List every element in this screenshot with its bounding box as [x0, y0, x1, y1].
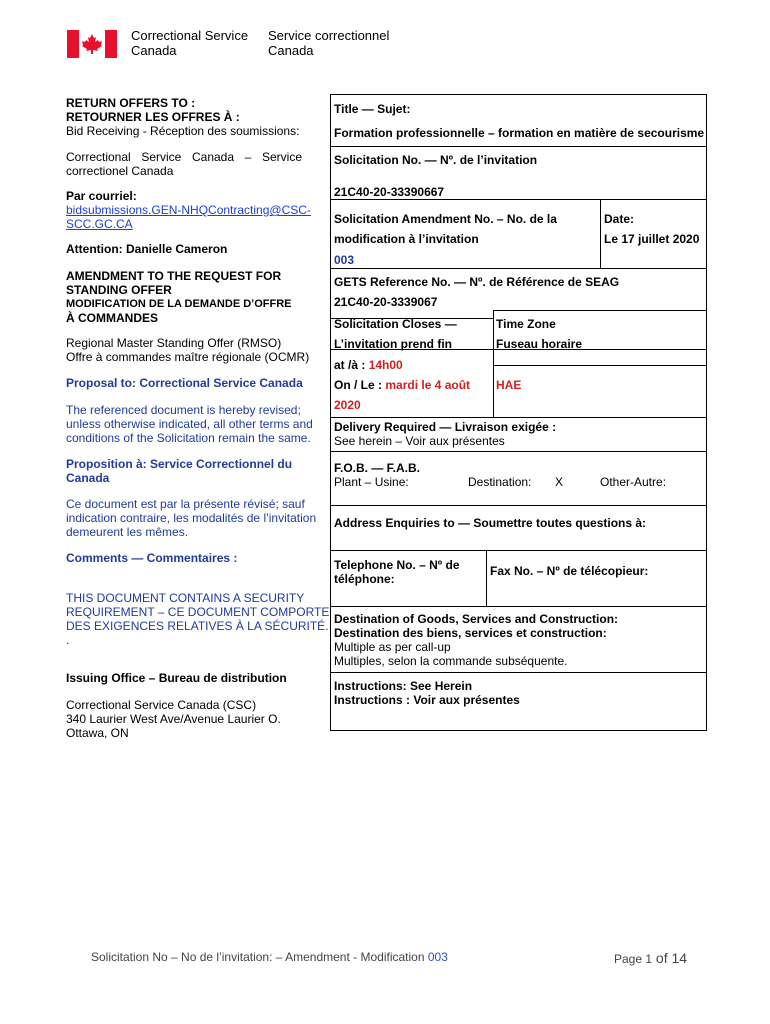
fax-label: Fax No. – Nº de télécopieur: [490, 564, 649, 578]
title-label: Title — Sujet: [334, 102, 411, 116]
time-zone-value: HAE [496, 378, 522, 392]
title-value: Formation professionnelle – formation en matière de secourisme [334, 126, 705, 140]
security-notice: THIS DOCUMENT CONTAINS A SECURITY REQUIREMENT – CE DOCUMENT COMPORTE DES EXIGENCES RELATIVES À LA SÉCURITÉ. . [66, 591, 330, 647]
page-number: Page 1 of 14 [614, 950, 688, 966]
solicitation-no-value: 21C40-20-33390667 [334, 185, 445, 199]
department-name-fr: Service correctionnel Canada [268, 28, 390, 58]
amendment-no-value: 003 [334, 253, 355, 267]
time-zone-label: Time Zone Fuseau horaire [496, 317, 583, 351]
revised-notice-fr: Ce document est par la présente révisé; sauf indication contraire, les modalités de l’invitation demeurent les mêmes. [66, 497, 317, 539]
instructions: Instructions: See Herein Instructions : Voir aux présentes [334, 679, 520, 707]
attention: Attention: Danielle Cameron [66, 242, 228, 256]
csc-address: Correctional Service Canada – Service correctionel Canada [66, 150, 302, 178]
email-label: Par courriel: [66, 189, 137, 203]
destination-of-goods: Destination of Goods, Services and Construction: Destination des biens, services et construction: Multiple as per call-up Multiples, selon la commande subséquente. [334, 612, 619, 668]
fob-other: Other-Autre: [600, 475, 667, 489]
footer-solicitation: Solicitation No – No de l’invitation: – Amendment - Modification 003 [91, 950, 448, 964]
amendment-no-label: Solicitation Amendment No. – No. de la modification à l’invitation [334, 212, 557, 246]
email-link[interactable]: bidsubmissions.GEN-NHQContracting@CSC- SCC.GC.CA [66, 203, 311, 231]
return-offers-heading: RETURN OFFERS TO : RETOURNER LES OFFRES À : [66, 96, 240, 124]
gets-reference-label: GETS Reference No. — Nº. de Référence de SEAG [334, 275, 620, 289]
telephone-label: Telephone No. – Nº de téléphone: [334, 558, 460, 586]
revised-notice-en: The referenced document is hereby revised; unless otherwise indicated, all other terms and conditions of the Solicitation remain the same. [66, 403, 313, 445]
comments-heading: Comments — Commentaires : [66, 551, 238, 565]
delivery-required: Delivery Required — Livraison exigée : See herein – Voir aux présentes [334, 420, 557, 448]
fob-destination: Destination: [468, 475, 532, 489]
bid-receiving: Bid Receiving - Réception des soumissions: [66, 124, 300, 138]
department-name-en: Correctional Service Canada [131, 28, 249, 58]
closing-time: at /à : 14h00 [334, 358, 403, 372]
solicitation-form [330, 94, 707, 731]
closing-date: On / Le : mardi le 4 août 2020 [334, 378, 471, 412]
issuing-office-heading: Issuing Office – Bureau de distribution [66, 671, 287, 685]
date-value: Le 17 juillet 2020 [604, 232, 700, 246]
address-enquiries: Address Enquiries to — Soumettre toutes questions à: [334, 516, 647, 530]
proposal-to: Proposal to: Correctional Service Canada [66, 376, 303, 390]
amendment-heading: AMENDMENT TO THE REQUEST FOR STANDING OFFER MODIFICATION DE LA DEMANDE D’OFFRE À COMMANDES [66, 269, 292, 325]
proposition-a: Proposition à: Service Correctionnel du Canada [66, 457, 293, 485]
gets-reference-value: 21C40-20-3339067 [334, 295, 438, 309]
date-label: Date: [604, 212, 635, 226]
fob-destination-mark: X [555, 475, 564, 489]
solicitation-closes-label: Solicitation Closes — L’invitation prend fin [334, 317, 457, 351]
issuing-office-address: Correctional Service Canada (CSC) 340 Laurier West Ave/Avenue Laurier O. Ottawa, ON [66, 698, 281, 740]
solicitation-no-label: Solicitation No. — Nº. de l’invitation [334, 153, 538, 167]
fob-plant: Plant – Usine: [334, 475, 409, 489]
canada-flag-icon [67, 30, 117, 58]
rmso: Regional Master Standing Offer (RMSO) Offre à commandes maître régionale (OCMR) [66, 336, 310, 364]
fob-label: F.O.B. — F.A.B. [334, 461, 421, 475]
